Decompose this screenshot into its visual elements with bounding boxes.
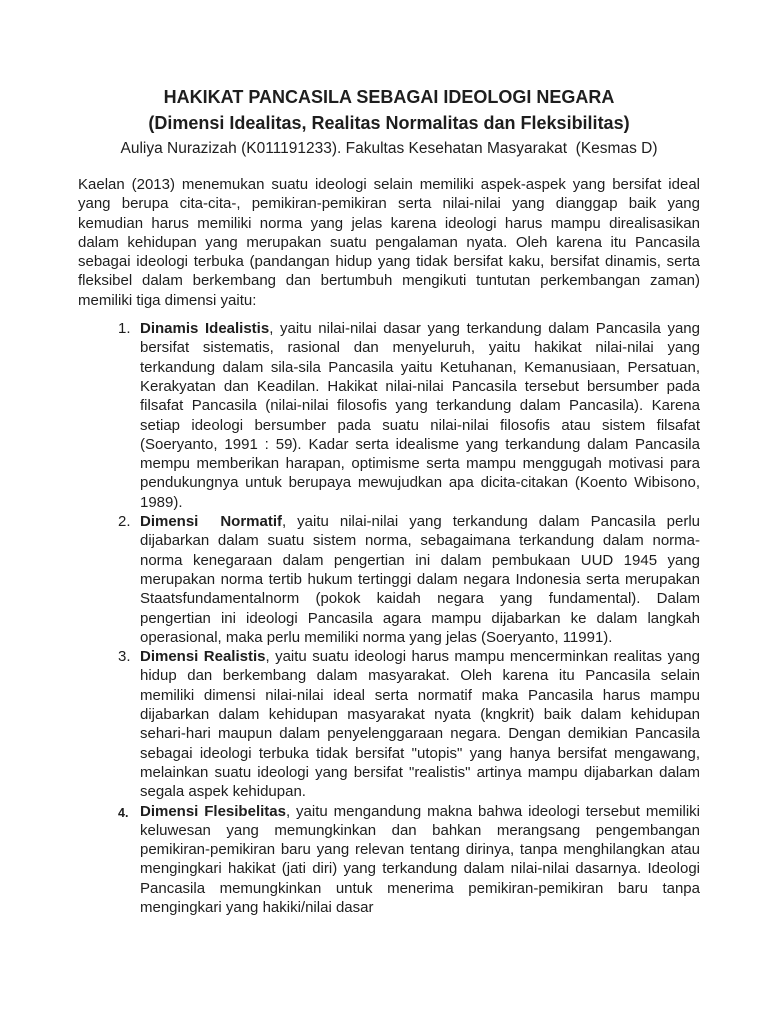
list-item-text: [140, 802, 700, 918]
intro-paragraph: Kaelan (2013) menemukan suatu ideologi selain memiliki aspek-aspek yang bersifat ideal yang berupa cita-cita-, pemikiran-pemikiran serta nilai-nilai yang dianggap baik yang kemudian harus memiliki norma yang jelas karena ideologi harus mampu direalisasikan dalam kehidupan yang merupakan suatu pengalaman nyata. Oleh karena itu Pancasila sebagai ideologi terbuka (pandangan hidup yang tidak bersifat kaku, bersifat dinamis, serta fleksibel dalam berkembang dan bertumbuh mengikuti tuntutan perkembangan zaman) memiliki tiga dimensi yaitu:: [78, 176, 700, 309]
list-item-text: [140, 647, 700, 801]
list-item-description: , yaitu suatu ideologi harus mampu mencerminkan realitas yang hidup dan berkembang dalam masyarakat. Oleh karena itu Pancasila selain memiliki dimensi nilai-nilai ideal serta normatif maka Pancasila harus mampu dijabarkan dalam kehidupan masyarakat nyata (kngkrit) baik dalam kehidupan sehari-hari maupun dalam penyelenggaraan negara. Dengan demikian Pancasila sebagai ideologi terbuka tidak bersifat "utopis" yang hanya bersifat mengawang, melainkan suatu ideologi yang bersifat "realistis" artinya mampu dijabarkan dalam segala aspek kehidupan.: [140, 648, 700, 801]
list-item-term: Dimensi Normatif: [140, 513, 283, 531]
author-line: Auliya Nurazizah (K011191233). Fakultas Kesehatan Masyarakat (Kesmas D): [120, 140, 658, 157]
list-item-term: Dimensi Flesibelitas: [140, 802, 286, 820]
list-number: 2.: [118, 513, 131, 531]
list-item-description: , yaitu nilai-nilai dasar yang terkandung dalam Pancasila yang bersifat sistematis, rasional dan menyeluruh, yaitu hakikat nilai-nilai yang terkandung dalam sila-sila Pancasila yaitu Ketuhanan, Kemanusiaan, Persatuan, Kerakyatan dan Keadilan. Hakikat nilai-nilai Pancasila tersebut bersumber pada filsafat Pancasila (nilai-nilai filosofis yang terkandung dalam Pancasila). Karena setiap ideologi bersumber pada suatu nilai-nilai filosofis atau sistem filsafat (Soeryanto, 1991 : 59). Kadar serta idealisme yang terkandung dalam Pancasila mempu memberikan harapan, optimisme serta mampu menggugah motivasi para pendukungnya untuk berupaya mewujudkan apa dicita-citakan (Koento Wibisono, 1989).: [140, 320, 700, 511]
list-item-term: Dimensi Realistis: [140, 648, 266, 666]
document-header: [78, 84, 700, 162]
list-item: [78, 319, 700, 512]
document-subtitle: (Dimensi Idealitas, Realitas Normalitas dan Fleksibilitas): [148, 113, 630, 133]
list-item-description: , yaitu nilai-nilai yang terkandung dalam Pancasila perlu dijabarkan dalam suatu sistem norma, sebagaimana terkandung dalam norma-norma kenegaraan dalam pengertian ini dalam pembukaan UUD 1945 yang merupakan norma tertib hukum tertinggi dalam negara Indonesia serta merupakan Staatsfundamentalnorm (pokok kaidah negara yang fundamental). Dalam pengertian ini ideologi Pancasila agara mampu dijabarkan ke dalam langkah operasional, maka perlu memiliki norma yang jelas (Soeryanto, 11991).: [140, 513, 701, 646]
list-item: [78, 802, 700, 918]
list-item-term: Dinamis Idealistis: [140, 320, 270, 338]
list-item-text: [140, 319, 700, 512]
list-number: 3.: [118, 648, 131, 666]
list-item: [78, 647, 700, 801]
list-item-description: , yaitu mengandung makna bahwa ideologi tersebut memiliki keluwesan yang memungkinkan dan bahkan merangsang pengembangan pemikiran-pemikiran baru yang relevan tentang dirinya, tanpa menghilangkan atau mengingkari hakikat (jati diri) yang terkandung dalam nilai-nilai dasarnya. Ideologi Pancasila memungkinkan untuk menerima pemikiran-pemikiran baru tanpa mengingkari yang hakiki/nilai dasar: [140, 802, 700, 916]
list-number: 1.: [118, 320, 131, 338]
list-item-text: [140, 512, 700, 647]
document-title: HAKIKAT PANCASILA SEBAGAI IDEOLOGI NEGARA: [163, 87, 615, 107]
list-item: [78, 512, 700, 647]
list-number: 4.: [118, 805, 129, 820]
dimension-list: [78, 319, 700, 917]
